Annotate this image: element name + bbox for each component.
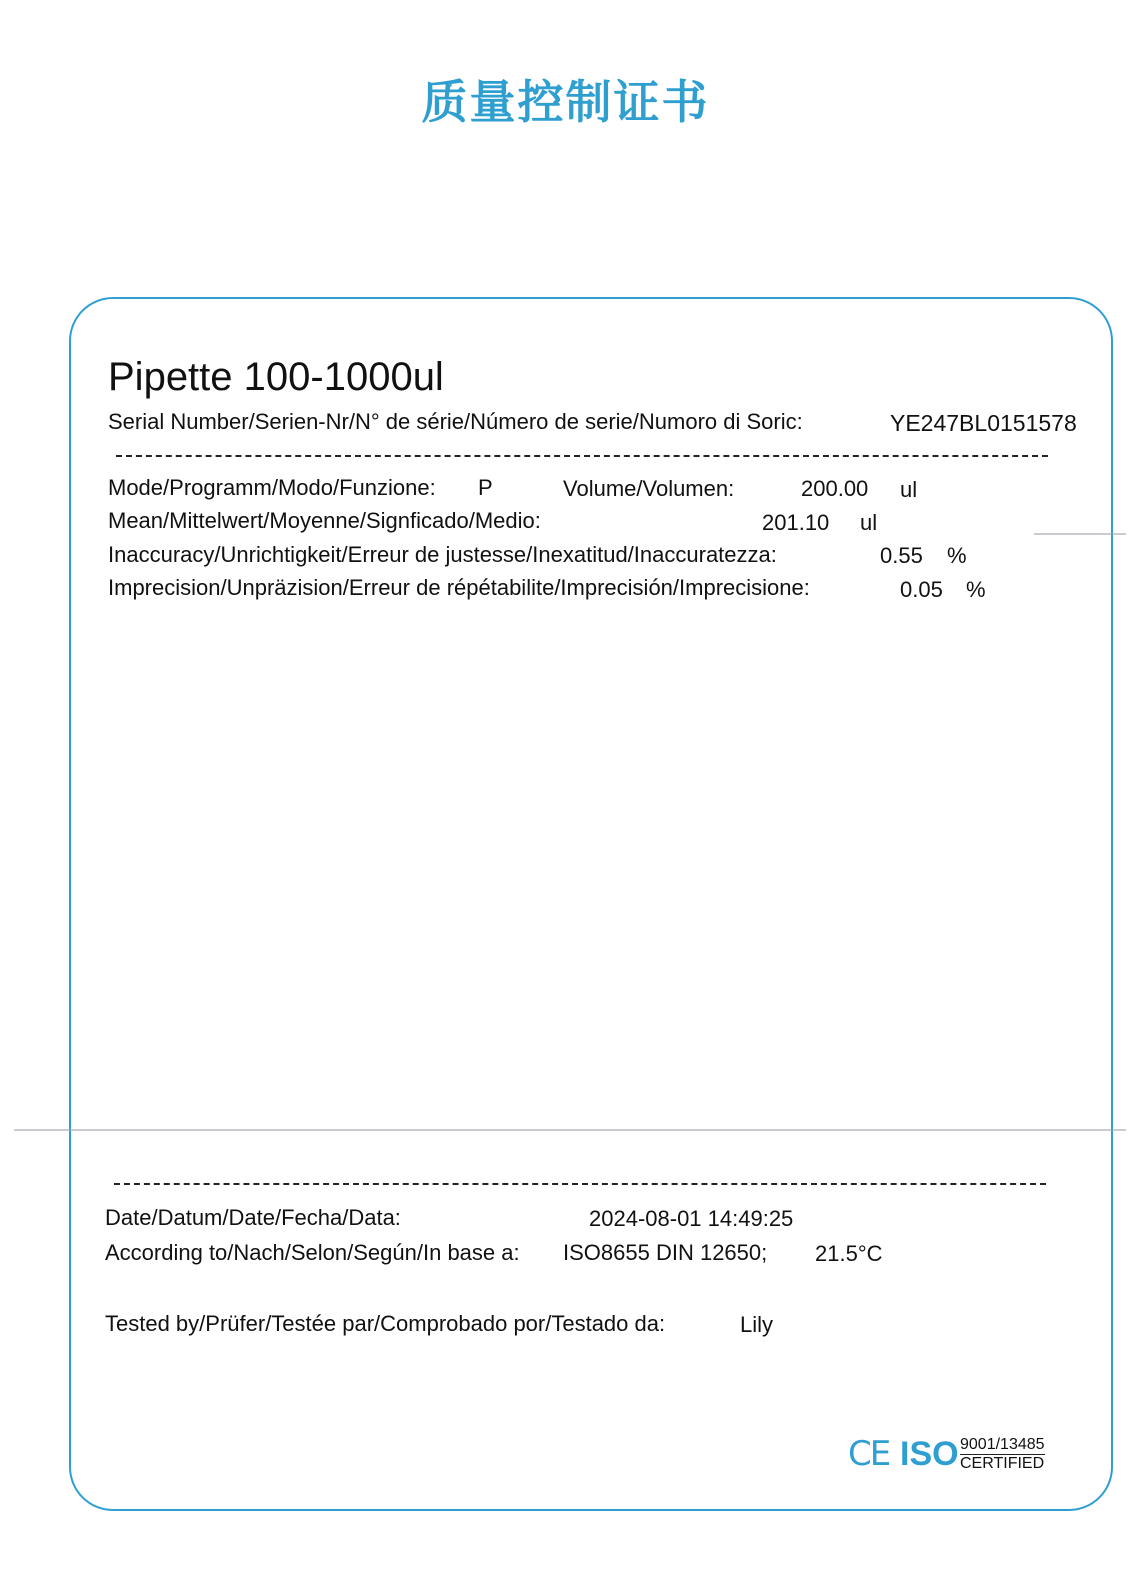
date-value: 2024-08-01 14:49:25 bbox=[589, 1206, 794, 1231]
mode-label: Mode/Programm/Modo/Funzione: bbox=[108, 475, 436, 500]
iso-standard-number: 9001/13485 bbox=[960, 1436, 1045, 1453]
imprecision-value: 0.05 bbox=[900, 577, 943, 602]
divider-bottom bbox=[114, 1183, 1046, 1185]
tester-label: Tested by/Prüfer/Testée par/Comprobado por/Testado da: bbox=[105, 1311, 666, 1336]
paper-fold-mark bbox=[1034, 533, 1126, 535]
mode-value: P bbox=[478, 475, 493, 500]
inaccuracy-value: 0.55 bbox=[880, 543, 923, 568]
tester-value: Lily bbox=[740, 1312, 774, 1337]
imprecision-unit: % bbox=[966, 577, 986, 602]
volume-label: Volume/Volumen: bbox=[563, 476, 735, 501]
iso-certified-label: CERTIFIED bbox=[960, 1455, 1045, 1472]
mean-label: Mean/Mittelwert/Moyenne/Signficado/Medio: bbox=[108, 508, 541, 533]
divider-top bbox=[116, 455, 1048, 457]
inaccuracy-label: Inaccuracy/Unrichtigkeit/Erreur de justesse/Inexatitud/Inaccuratezza: bbox=[108, 542, 777, 567]
imprecision-label: Imprecision/Unpräzision/Erreur de répétabilite/Imprecisión/Imprecisione: bbox=[108, 575, 810, 600]
inaccuracy-unit: % bbox=[947, 543, 967, 568]
certification-marks bbox=[848, 1434, 1068, 1478]
paper-fold-line bbox=[14, 1129, 1126, 1131]
temperature-value: 21.5°C bbox=[815, 1241, 883, 1266]
mean-value: 201.10 bbox=[762, 510, 830, 535]
iso-mark: ISO bbox=[900, 1435, 959, 1473]
date-label: Date/Datum/Date/Fecha/Data: bbox=[105, 1205, 401, 1230]
volume-value: 200.00 bbox=[801, 476, 869, 501]
serial-label: Serial Number/Serien-Nr/N° de série/Número de serie/Numoro di Soric: bbox=[108, 409, 803, 434]
document-title: 质量控制证书 bbox=[421, 75, 710, 129]
product-name: Pipette 100-1000ul bbox=[108, 355, 444, 399]
standard-value: ISO8655 DIN 12650; bbox=[563, 1240, 768, 1265]
volume-unit: ul bbox=[900, 477, 918, 502]
ce-mark: CE bbox=[848, 1434, 890, 1474]
serial-value: YE247BL0151578 bbox=[890, 410, 1077, 436]
standard-label: According to/Nach/Selon/Según/In base a: bbox=[105, 1240, 520, 1265]
mean-unit: ul bbox=[860, 510, 878, 535]
